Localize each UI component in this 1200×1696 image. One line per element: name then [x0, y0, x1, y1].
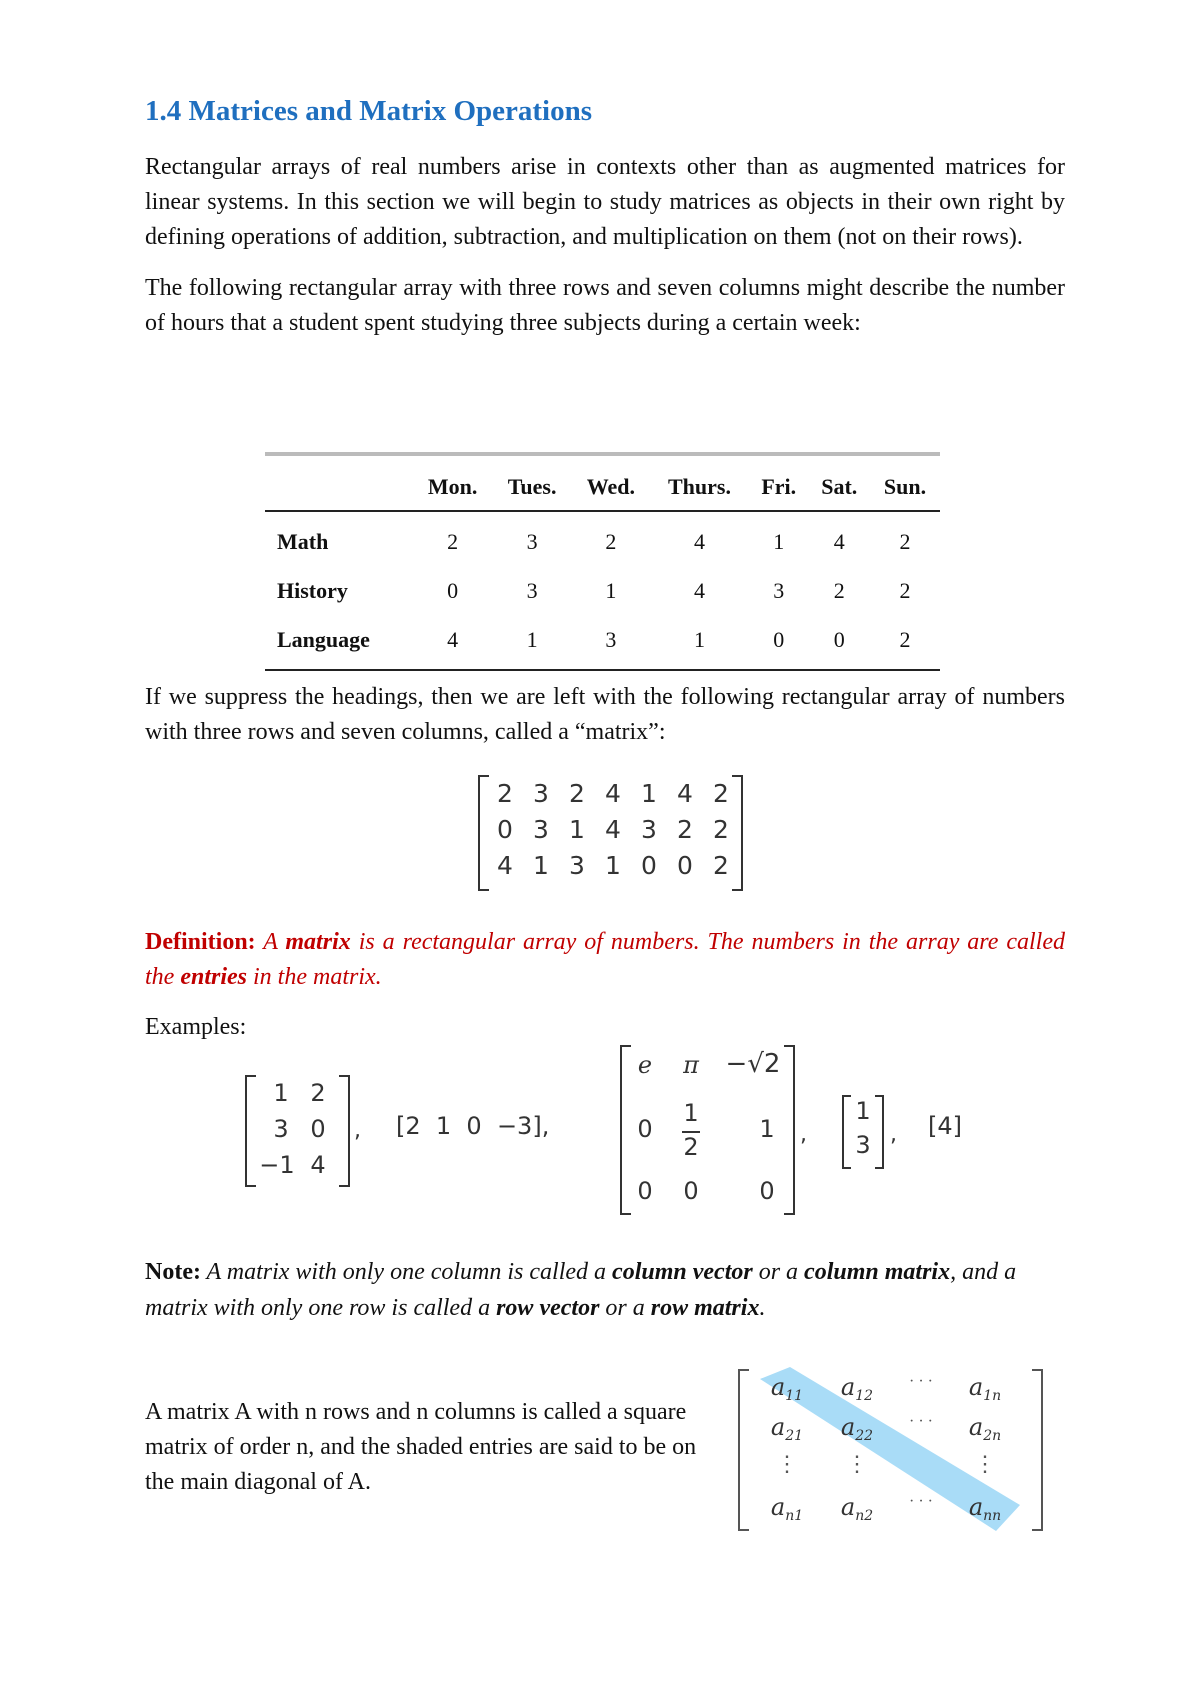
table-cell: 3: [526, 577, 538, 603]
matrix-entry: 1: [273, 1079, 289, 1107]
definition-paragraph: [145, 925, 1065, 995]
example-matrix-3x3: [620, 1045, 795, 1215]
matrix-entry: 1: [759, 1115, 775, 1143]
matrix-entry: 4: [605, 815, 621, 844]
hours-matrix: [478, 775, 743, 891]
matrix-entry: 0: [310, 1115, 326, 1143]
col-header: Sun.: [870, 468, 940, 511]
matrix-entry: 2: [713, 851, 729, 880]
fraction-numerator: 1: [683, 1099, 699, 1127]
table-cell: 2: [899, 577, 911, 603]
section-heading: 1.4 Matrices and Matrix Operations: [145, 95, 593, 127]
matrix-entry: 4: [310, 1151, 326, 1179]
square-matrix-diagram: [738, 1365, 1043, 1535]
comma: ,: [354, 1118, 361, 1143]
horizontal-ellipsis: · · ·: [909, 1373, 933, 1390]
comma: ,: [800, 1122, 807, 1147]
col-header: Wed.: [572, 468, 650, 511]
table-cell: 3: [773, 577, 785, 603]
matrix-entry-e: e: [637, 1051, 653, 1079]
matrix-entry: 0: [683, 1177, 699, 1205]
note-label: Note:: [145, 1259, 201, 1285]
note-paragraph: [145, 1254, 1045, 1326]
table-cell: 3: [526, 528, 538, 554]
table-intro-paragraph: The following rectangular array with three rows and seven columns might describe the number of hours that a student spent studying three subjects during a certain week:: [145, 275, 1065, 336]
note-text: , and a matrix with only one row is called a: [145, 1259, 1017, 1321]
matrix-entry: 2: [713, 779, 729, 808]
entry-a12: $a_{12}$: [840, 1373, 874, 1404]
note-text: .: [759, 1295, 766, 1321]
fraction-denominator: 2: [683, 1133, 699, 1161]
col-header: Fri.: [749, 468, 809, 511]
matrix-entry: 3: [273, 1115, 289, 1143]
matrix-entry: 2: [310, 1079, 326, 1107]
matrix-entry: 0: [677, 851, 693, 880]
matrix-entry: 1: [533, 851, 549, 880]
matrix-entry: 1: [641, 779, 657, 808]
table-cell: 1: [605, 577, 617, 603]
example-column-matrix: [842, 1095, 884, 1169]
table-row: [265, 615, 940, 670]
matrix-entry: 2: [677, 815, 693, 844]
matrix-entry: 4: [605, 779, 621, 808]
row-label: History: [277, 577, 348, 603]
matrix-entry-neg-sqrt2: −√2: [725, 1049, 781, 1079]
table-cell: 0: [809, 615, 870, 670]
matrix-entry: 3: [855, 1131, 871, 1159]
note-term: row matrix: [650, 1295, 760, 1321]
entry-a2n: $a_{2n}$: [968, 1413, 1002, 1444]
matrix-entry: −1: [259, 1151, 295, 1179]
vertical-ellipsis: ⋮: [974, 1451, 996, 1476]
table-header-row: [265, 468, 940, 511]
right-bracket: [1032, 1369, 1043, 1531]
matrix-entry: 1: [605, 851, 621, 880]
note-text: A matrix with only one column is called a: [200, 1259, 613, 1285]
entry-ann: $a_{nn}$: [968, 1493, 1002, 1524]
vertical-ellipsis: ⋮: [776, 1451, 798, 1476]
definition-text: is a rectangular array of numbers. The numbers in the array are called the: [145, 929, 1066, 990]
matrix-entry: 0: [497, 815, 513, 844]
matrix-entry: 1: [855, 1097, 871, 1125]
table-cell: 2: [870, 615, 940, 670]
note-term: column matrix: [804, 1259, 951, 1285]
right-bracket: [875, 1095, 884, 1169]
table-row: [265, 566, 940, 615]
matrix-entry: 3: [641, 815, 657, 844]
table-cell: 4: [833, 528, 845, 554]
horizontal-ellipsis: · · ·: [909, 1413, 933, 1430]
entry-a11: $a_{11}$: [770, 1373, 804, 1404]
matrix-entry: 0: [637, 1177, 653, 1205]
matrix-entry: 3: [533, 815, 549, 844]
vertical-ellipsis: ⋮: [846, 1451, 868, 1476]
study-hours-table: [265, 452, 940, 671]
entry-a1n: $a_{1n}$: [968, 1373, 1002, 1404]
matrix-entry: 0: [637, 1115, 653, 1143]
row-label: Language: [265, 615, 413, 670]
table-cell: 1: [650, 615, 749, 670]
matrix-entry: 2: [713, 815, 729, 844]
note-term: row vector: [496, 1295, 600, 1321]
definition-term-matrix: matrix: [285, 929, 351, 955]
left-bracket: [620, 1045, 631, 1215]
table-cell: 2: [899, 528, 911, 554]
example-matrix-3x2: [245, 1075, 350, 1187]
page-content: [145, 95, 1065, 341]
table-cell: 1: [773, 528, 785, 554]
table-cell: 1: [493, 615, 572, 670]
entry-a22: $a_{22}$: [840, 1413, 874, 1444]
table-cell: 2: [833, 577, 845, 603]
examples-label: Examples:: [145, 1014, 247, 1040]
matrix-entry: 4: [497, 851, 513, 880]
table-cell: 0: [447, 577, 459, 603]
matrix-entry: 2: [497, 779, 513, 808]
horizontal-ellipsis: · · ·: [909, 1493, 933, 1510]
table-cell: 4: [413, 615, 493, 670]
col-header: Thurs.: [650, 468, 749, 511]
table-cell: 0: [749, 615, 809, 670]
col-header: Sat.: [809, 468, 870, 511]
example-row-matrix: [2 1 0 −3],: [396, 1112, 550, 1140]
matrix-entry-pi: π: [683, 1051, 699, 1079]
row-label: Math: [277, 528, 329, 554]
example-scalar-matrix: [4]: [928, 1112, 962, 1140]
matrix-entry: 3: [569, 851, 585, 880]
matrix-entry: 4: [677, 779, 693, 808]
matrix-entry: 0: [641, 851, 657, 880]
matrix-entry: 0: [759, 1177, 775, 1205]
col-header: Tues.: [493, 468, 572, 511]
note-text: or a: [599, 1295, 651, 1321]
table-cell: 4: [694, 528, 705, 554]
entry-an1: $a_{n1}$: [770, 1493, 804, 1524]
matrix-entry: 2: [569, 779, 585, 808]
right-bracket: [339, 1075, 350, 1187]
definition-label: Definition:: [145, 929, 256, 955]
table-cell: 4: [694, 577, 705, 603]
left-bracket: [478, 775, 489, 891]
entry-an2: $a_{n2}$: [840, 1493, 874, 1524]
table-corner: [265, 468, 413, 511]
comma: ,: [890, 1122, 897, 1147]
table-cell: 3: [572, 615, 650, 670]
note-term: column vector: [612, 1259, 753, 1285]
definition-text: in the matrix.: [247, 964, 382, 990]
intro-paragraph: Rectangular arrays of real numbers arise in contexts other than as augmented matrices for linear systems. In this section we will begin to study matrices as objects in their own right by defining operations of addition, subtraction, and multiplication on them (not on their rows).: [145, 154, 1065, 250]
definition-term-entries: entries: [180, 964, 247, 990]
definition-text: A: [255, 929, 286, 955]
left-bracket: [738, 1369, 749, 1531]
note-text: or a: [752, 1259, 805, 1285]
table-cell: 2: [605, 528, 617, 554]
matrix-entry: 1: [569, 815, 585, 844]
matrix-intro-paragraph: If we suppress the headings, then we are left with the following rectangular array of numbers with three rows and seven columns, called a “matrix”:: [145, 684, 1065, 745]
matrix-entry: 3: [533, 779, 549, 808]
table-cell: 2: [447, 528, 459, 554]
col-header: Mon.: [413, 468, 493, 511]
table-row: [265, 511, 940, 566]
square-matrix-paragraph: A matrix A with n rows and n columns is called a square matrix of order n, and the shaded entries are said to be on the main diagonal of A.: [145, 1399, 697, 1495]
entry-a21: $a_{21}$: [770, 1413, 804, 1444]
